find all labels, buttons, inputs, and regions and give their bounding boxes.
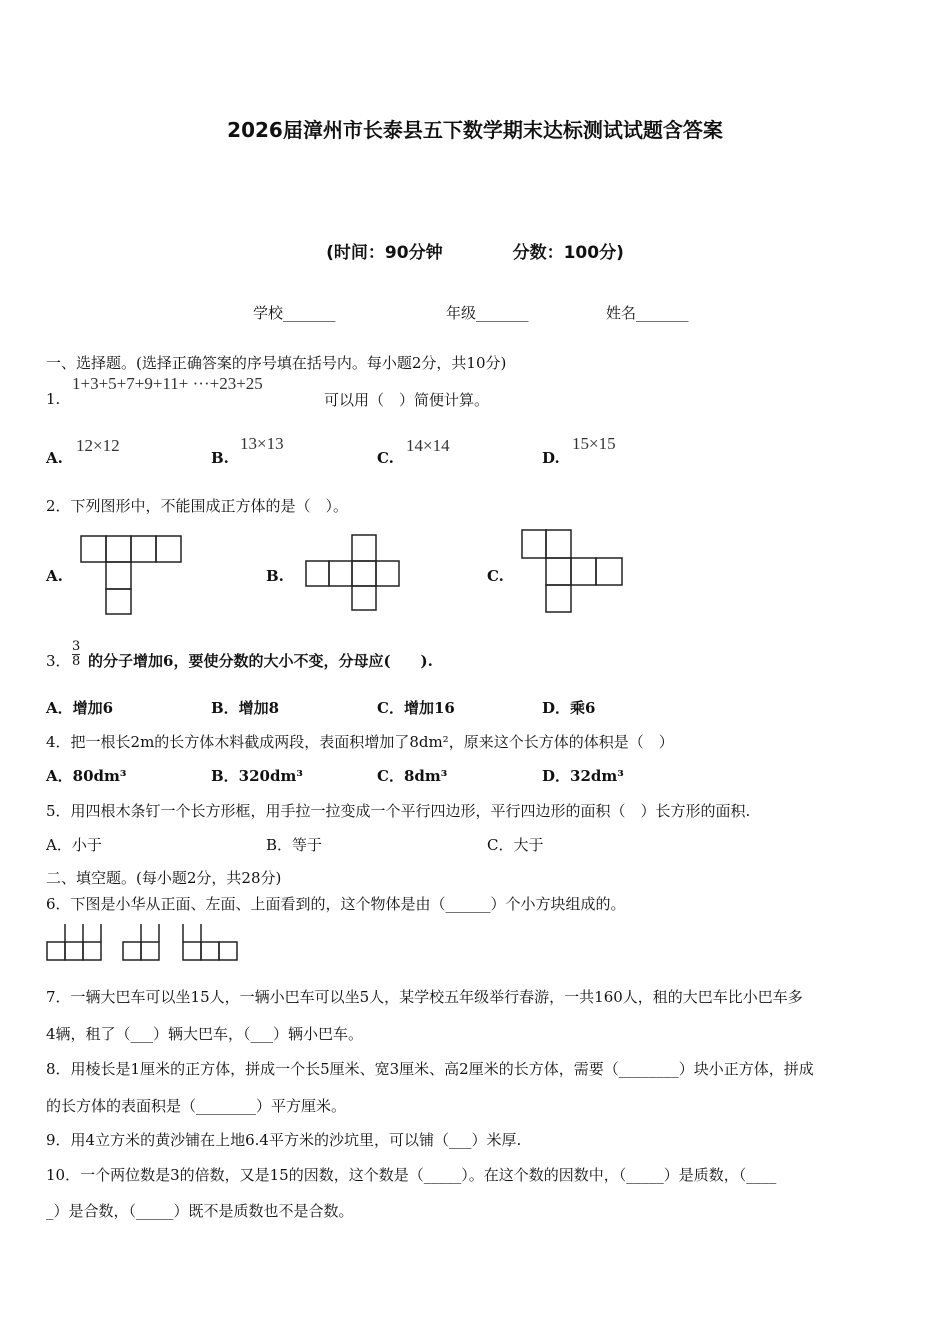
option: A．小于	[46, 836, 102, 854]
option: B．等于	[266, 836, 323, 854]
q1-number: 1.	[46, 390, 61, 408]
section2-heading: 二、填空题。(每小题2分，共28分)	[46, 869, 282, 887]
option: D．32dm³	[542, 767, 624, 785]
cube-nets-figure	[0, 0, 950, 640]
option-value: 15×15	[572, 434, 616, 453]
q3-fraction	[72, 640, 80, 669]
school-field: 学校_______	[253, 304, 336, 322]
option-label: A.	[46, 567, 63, 585]
grade-field: 年级_______	[446, 304, 529, 322]
q4-text: 4．把一根长2m的长方体木料截成两段，表面积增加了8dm²，原来这个长方体的体积是（ ）	[46, 733, 674, 751]
q3-number: 3．	[46, 652, 71, 670]
option-value: 12×12	[76, 436, 120, 455]
q5-text: 5．用四根木条钉一个长方形框，用手拉一拉变成一个平行四边形，平行四边形的面积（ ）长方形的面积.	[46, 802, 751, 820]
option: C．大于	[487, 836, 544, 854]
option: D．乘6	[542, 699, 596, 717]
option-label: B.	[211, 449, 229, 467]
q1-expression: 1+3+5+7+9+11+ ···+23+25	[72, 374, 263, 393]
numerator: 3	[72, 639, 81, 654]
q6-text: 6．下图是小华从正面、左面、上面看到的，这个物体是由（______）个小方块组成的。	[46, 895, 626, 913]
net-b	[306, 535, 399, 610]
q8-line2: 的长方体的表面积是（________）平方厘米。	[46, 1097, 347, 1115]
net-c	[522, 530, 622, 612]
top-view	[183, 924, 237, 960]
option-value: 13×13	[240, 434, 284, 453]
option-label: C.	[377, 449, 394, 467]
page-title: 2026届漳州市长泰县五下数学期末达标测试试题含答案	[227, 118, 723, 142]
score-label: 分数：100分)	[512, 243, 624, 263]
q10-line1: 10．一个两位数是3的倍数，又是15的因数，这个数是（_____）。在这个数的因数中，（_____）是质数，（____	[46, 1166, 777, 1184]
option-label: A.	[46, 449, 63, 467]
option-label: D.	[542, 449, 560, 467]
option-label: B.	[266, 567, 284, 585]
left-view	[123, 924, 159, 960]
option: C．8dm³	[377, 767, 448, 785]
q7-line2: 4辆，租了（___）辆大巴车，（___）辆小巴车。	[46, 1025, 364, 1043]
q6-views-figure	[0, 900, 300, 970]
option-value: 14×14	[406, 436, 450, 455]
q1-text: 可以用（ ）简便计算。	[324, 391, 490, 409]
option: A．增加6	[46, 699, 114, 717]
net-a	[81, 536, 181, 614]
section1-heading: 一、选择题。(选择正确答案的序号填在括号内。每小题2分，共10分)	[46, 354, 507, 372]
option: C．增加16	[377, 699, 455, 717]
q9-text: 9．用4立方米的黄沙铺在上地6.4平方米的沙坑里，可以铺（___）米厚.	[46, 1131, 522, 1149]
option: B．320dm³	[211, 767, 303, 785]
q10-line2: _）是合数，（_____）既不是质数也不是合数。	[46, 1202, 354, 1220]
name-field: 姓名_______	[606, 304, 689, 322]
option: B．增加8	[211, 699, 280, 717]
option-label: C.	[487, 567, 504, 585]
option: A．80dm³	[46, 767, 127, 785]
front-view	[47, 924, 101, 960]
q8-line1: 8．用棱长是1厘米的正方体，拼成一个长5厘米、宽3厘米、高2厘米的长方体，需要（________）块小正方体，拼成	[46, 1060, 814, 1078]
time-label: (时间：90分钟	[326, 243, 443, 263]
denominator: 8	[72, 654, 81, 669]
q7-line1: 7．一辆大巴车可以坐15人，一辆小巴车可以坐5人，某学校五年级举行春游，一共160人，租的大巴车比小巴车多	[46, 988, 803, 1006]
q3-text: 的分子增加6，要使分数的大小不变，分母应( ).	[88, 652, 433, 670]
q2-text: 2．下列图形中，不能围成正方体的是（ ）。	[46, 497, 349, 515]
